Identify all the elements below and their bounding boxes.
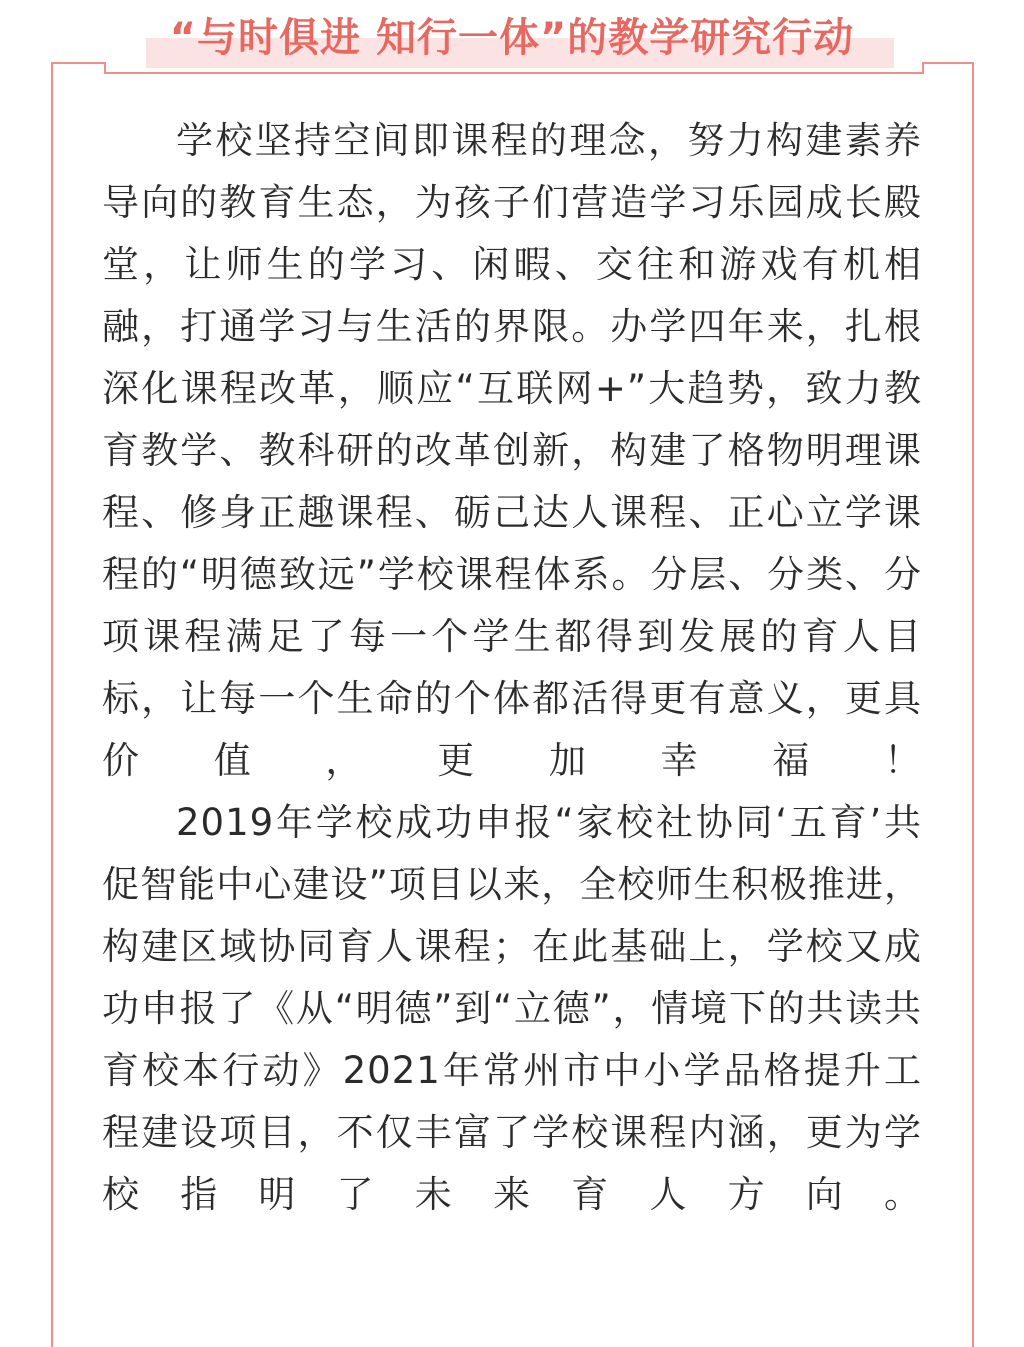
article-paragraph-2: 2019年学校成功申报“家校社协同‘五育’共促智能中心建设”项目以来，全校师生积极推进，构建区域协同育人课程；在此基础上，学校又成功申报了《从“明德”到“立德”，情境下的共读共育校本行动》2021年常州市中小学品格提升工程建设项目，不仅丰富了学校课程内涵，更为学校指明了未来育人方向。 [102, 801, 922, 1216]
article-paragraph-1: 学校坚持空间即课程的理念，努力构建素养导向的教育生态，为孩子们营造学习乐园成长殿堂，让师生的学习、闲暇、交往和游戏有机相融，打通学习与生活的界限。办学四年来，扎根深化课程改革，顺应“互联网+”大趋势，致力教育教学、教科研的改革创新，构建了格物明理课程、修身正趣课程、砺己达人课程、正心立学课程的“明德致远”学校课程体系。分层、分类、分项课程满足了每一个学生都得到发展的育人目标，让每一个生命的个体都活得更有意义，更具价值，更加幸福！ [102, 119, 922, 782]
article-body [102, 110, 922, 1226]
frame-left-border [51, 62, 53, 1347]
article-title: “与时俱进 知行一体”的教学研究行动 [169, 15, 855, 61]
frame-right-border [972, 62, 974, 1347]
title-underline [104, 72, 924, 74]
